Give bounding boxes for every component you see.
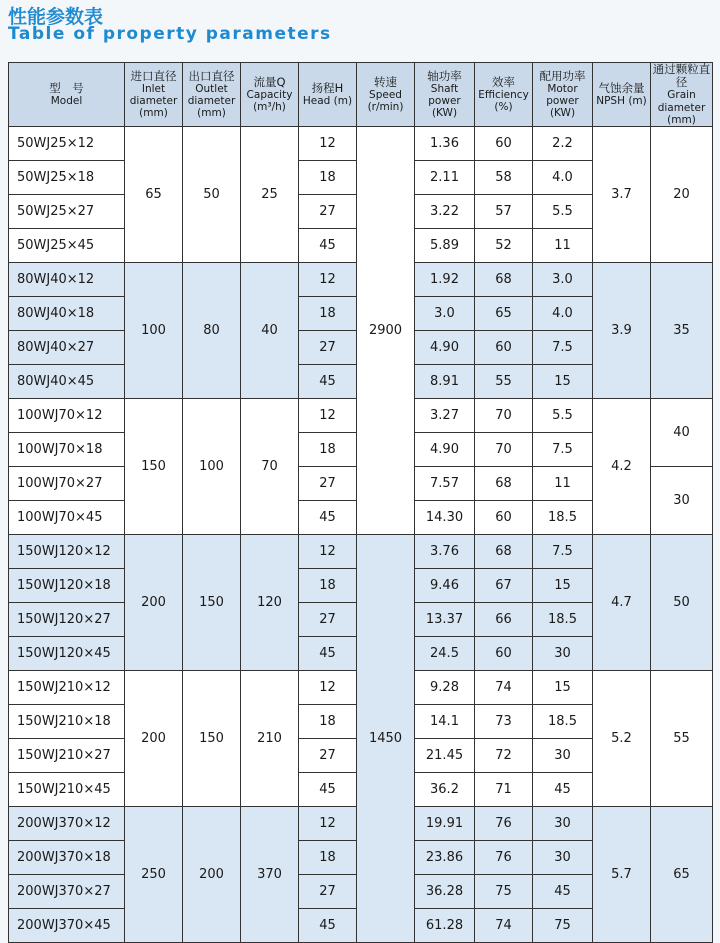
cell-npsh: 3.9	[593, 262, 651, 398]
cell-efficiency: 73	[475, 704, 533, 738]
cell-motor-power: 30	[533, 806, 593, 840]
cell-model: 150WJ120×45	[9, 636, 125, 670]
cell-shaft-power: 7.57	[415, 466, 475, 500]
cell-efficiency: 72	[475, 738, 533, 772]
cell-efficiency: 74	[475, 670, 533, 704]
cell-outlet: 150	[183, 534, 241, 670]
cell-efficiency: 75	[475, 874, 533, 908]
cell-capacity: 25	[241, 126, 299, 262]
cell-shaft-power: 36.28	[415, 874, 475, 908]
cell-head: 18	[299, 704, 357, 738]
cell-npsh: 5.7	[593, 806, 651, 942]
cell-efficiency: 70	[475, 398, 533, 432]
cell-outlet: 100	[183, 398, 241, 534]
cell-shaft-power: 3.27	[415, 398, 475, 432]
cell-efficiency: 55	[475, 364, 533, 398]
cell-efficiency: 58	[475, 160, 533, 194]
cell-inlet: 200	[125, 534, 183, 670]
cell-model: 150WJ210×18	[9, 704, 125, 738]
cell-shaft-power: 3.22	[415, 194, 475, 228]
cell-efficiency: 70	[475, 432, 533, 466]
cell-model: 150WJ120×27	[9, 602, 125, 636]
cell-capacity: 40	[241, 262, 299, 398]
cell-motor-power: 30	[533, 840, 593, 874]
cell-motor-power: 11	[533, 228, 593, 262]
cell-model: 150WJ120×12	[9, 534, 125, 568]
cell-grain-diameter: 30	[651, 466, 713, 534]
cell-shaft-power: 19.91	[415, 806, 475, 840]
cell-speed: 1450	[357, 534, 415, 942]
cell-model: 150WJ120×18	[9, 568, 125, 602]
cell-head: 27	[299, 874, 357, 908]
cell-speed: 2900	[357, 126, 415, 534]
cell-model: 80WJ40×27	[9, 330, 125, 364]
cell-capacity: 70	[241, 398, 299, 534]
cell-efficiency: 76	[475, 806, 533, 840]
cell-model: 50WJ25×27	[9, 194, 125, 228]
cell-inlet: 65	[125, 126, 183, 262]
table-row	[9, 126, 713, 160]
cell-head: 18	[299, 840, 357, 874]
cell-inlet: 200	[125, 670, 183, 806]
cell-motor-power: 45	[533, 772, 593, 806]
cell-motor-power: 2.2	[533, 126, 593, 160]
cell-efficiency: 74	[475, 908, 533, 942]
cell-head: 12	[299, 534, 357, 568]
cell-head: 12	[299, 262, 357, 296]
cell-grain-diameter: 20	[651, 126, 713, 262]
cell-efficiency: 60	[475, 126, 533, 160]
header-inlet: 进口直径 Inlet diameter (mm)	[125, 63, 183, 127]
cell-shaft-power: 1.36	[415, 126, 475, 160]
cell-head: 45	[299, 636, 357, 670]
cell-npsh: 4.7	[593, 534, 651, 670]
header-npsh: 气蚀余量 NPSH (m)	[593, 63, 651, 127]
cell-motor-power: 15	[533, 568, 593, 602]
cell-npsh: 3.7	[593, 126, 651, 262]
cell-shaft-power: 8.91	[415, 364, 475, 398]
cell-capacity: 210	[241, 670, 299, 806]
cell-shaft-power: 3.0	[415, 296, 475, 330]
cell-shaft-power: 5.89	[415, 228, 475, 262]
cell-capacity: 120	[241, 534, 299, 670]
cell-head: 18	[299, 432, 357, 466]
cell-model: 50WJ25×12	[9, 126, 125, 160]
page-title-en: Table of property parameters	[8, 24, 332, 44]
cell-efficiency: 66	[475, 602, 533, 636]
cell-motor-power: 45	[533, 874, 593, 908]
cell-shaft-power: 24.5	[415, 636, 475, 670]
cell-model: 50WJ25×18	[9, 160, 125, 194]
cell-motor-power: 4.0	[533, 296, 593, 330]
header-shaft-power: 轴功率 Shaft power (KW)	[415, 63, 475, 127]
header-speed: 转速 Speed (r/min)	[357, 63, 415, 127]
cell-motor-power: 30	[533, 636, 593, 670]
cell-head: 27	[299, 330, 357, 364]
cell-outlet: 200	[183, 806, 241, 942]
cell-head: 45	[299, 500, 357, 534]
cell-grain-diameter: 35	[651, 262, 713, 398]
cell-model: 100WJ70×12	[9, 398, 125, 432]
header-outlet: 出口直径 Outlet diameter (mm)	[183, 63, 241, 127]
cell-head: 12	[299, 398, 357, 432]
cell-shaft-power: 4.90	[415, 330, 475, 364]
cell-inlet: 100	[125, 262, 183, 398]
cell-outlet: 80	[183, 262, 241, 398]
cell-grain-diameter: 55	[651, 670, 713, 806]
cell-model: 150WJ210×45	[9, 772, 125, 806]
cell-model: 200WJ370×12	[9, 806, 125, 840]
cell-motor-power: 75	[533, 908, 593, 942]
cell-model: 80WJ40×45	[9, 364, 125, 398]
cell-efficiency: 76	[475, 840, 533, 874]
cell-inlet: 150	[125, 398, 183, 534]
cell-model: 80WJ40×12	[9, 262, 125, 296]
cell-grain-diameter: 40	[651, 398, 713, 466]
cell-efficiency: 52	[475, 228, 533, 262]
cell-outlet: 50	[183, 126, 241, 262]
cell-npsh: 4.2	[593, 398, 651, 534]
cell-efficiency: 68	[475, 466, 533, 500]
cell-motor-power: 4.0	[533, 160, 593, 194]
cell-inlet: 250	[125, 806, 183, 942]
table-row	[9, 534, 713, 568]
cell-shaft-power: 9.28	[415, 670, 475, 704]
cell-capacity: 370	[241, 806, 299, 942]
cell-head: 27	[299, 466, 357, 500]
cell-model: 150WJ210×12	[9, 670, 125, 704]
cell-shaft-power: 61.28	[415, 908, 475, 942]
cell-head: 18	[299, 296, 357, 330]
cell-efficiency: 57	[475, 194, 533, 228]
cell-shaft-power: 3.76	[415, 534, 475, 568]
cell-motor-power: 7.5	[533, 330, 593, 364]
cell-head: 45	[299, 364, 357, 398]
cell-motor-power: 11	[533, 466, 593, 500]
cell-efficiency: 67	[475, 568, 533, 602]
cell-head: 12	[299, 806, 357, 840]
cell-motor-power: 15	[533, 364, 593, 398]
cell-motor-power: 3.0	[533, 262, 593, 296]
cell-efficiency: 65	[475, 296, 533, 330]
cell-motor-power: 30	[533, 738, 593, 772]
cell-shaft-power: 21.45	[415, 738, 475, 772]
header-grain-diameter: 通过颗粒直径 Grain diameter (mm)	[651, 63, 713, 127]
cell-motor-power: 5.5	[533, 398, 593, 432]
cell-shaft-power: 14.30	[415, 500, 475, 534]
cell-head: 27	[299, 738, 357, 772]
header-model: 型 号 Model	[9, 63, 125, 127]
cell-efficiency: 68	[475, 534, 533, 568]
cell-shaft-power: 13.37	[415, 602, 475, 636]
cell-shaft-power: 1.92	[415, 262, 475, 296]
cell-model: 200WJ370×45	[9, 908, 125, 942]
cell-model: 200WJ370×27	[9, 874, 125, 908]
cell-shaft-power: 23.86	[415, 840, 475, 874]
cell-model: 200WJ370×18	[9, 840, 125, 874]
property-table	[8, 62, 713, 943]
cell-head: 45	[299, 772, 357, 806]
cell-model: 100WJ70×27	[9, 466, 125, 500]
cell-efficiency: 60	[475, 330, 533, 364]
cell-grain-diameter: 65	[651, 806, 713, 942]
cell-head: 18	[299, 568, 357, 602]
header-capacity: 流量Q Capacity (m³/h)	[241, 63, 299, 127]
cell-shaft-power: 36.2	[415, 772, 475, 806]
cell-head: 27	[299, 194, 357, 228]
cell-motor-power: 18.5	[533, 602, 593, 636]
cell-motor-power: 5.5	[533, 194, 593, 228]
header-row	[9, 63, 713, 127]
header-head: 扬程H Head (m)	[299, 63, 357, 127]
cell-head: 12	[299, 126, 357, 160]
cell-efficiency: 60	[475, 636, 533, 670]
header-motor-power: 配用功率 Motor power (KW)	[533, 63, 593, 127]
cell-npsh: 5.2	[593, 670, 651, 806]
cell-shaft-power: 4.90	[415, 432, 475, 466]
cell-motor-power: 18.5	[533, 704, 593, 738]
cell-outlet: 150	[183, 670, 241, 806]
cell-model: 80WJ40×18	[9, 296, 125, 330]
cell-grain-diameter: 50	[651, 534, 713, 670]
cell-motor-power: 7.5	[533, 534, 593, 568]
cell-head: 12	[299, 670, 357, 704]
cell-efficiency: 60	[475, 500, 533, 534]
cell-efficiency: 68	[475, 262, 533, 296]
cell-model: 150WJ210×27	[9, 738, 125, 772]
cell-efficiency: 71	[475, 772, 533, 806]
cell-motor-power: 15	[533, 670, 593, 704]
cell-head: 45	[299, 908, 357, 942]
cell-motor-power: 18.5	[533, 500, 593, 534]
cell-head: 27	[299, 602, 357, 636]
cell-head: 18	[299, 160, 357, 194]
header-efficiency: 效率 Efficiency (%)	[475, 63, 533, 127]
cell-head: 45	[299, 228, 357, 262]
cell-motor-power: 7.5	[533, 432, 593, 466]
page-title-cn: 性能参数表	[8, 6, 104, 28]
cell-model: 100WJ70×18	[9, 432, 125, 466]
cell-model: 50WJ25×45	[9, 228, 125, 262]
cell-model: 100WJ70×45	[9, 500, 125, 534]
cell-shaft-power: 2.11	[415, 160, 475, 194]
cell-shaft-power: 9.46	[415, 568, 475, 602]
cell-shaft-power: 14.1	[415, 704, 475, 738]
